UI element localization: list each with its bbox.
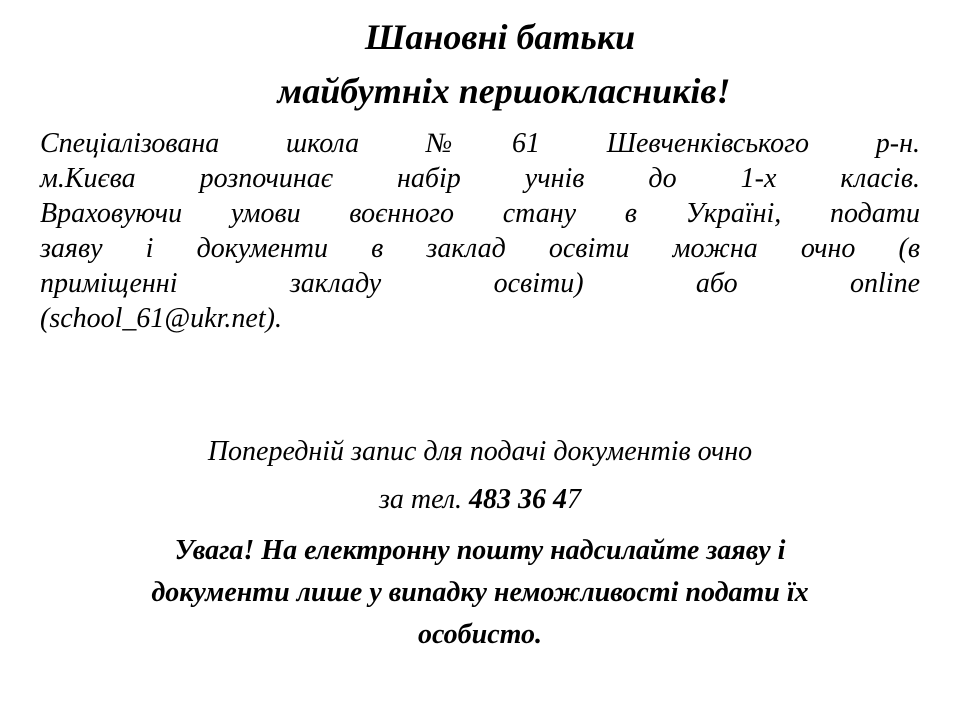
page-title-line-2: майбутніх першокласників!	[277, 71, 731, 111]
intro-line: м.Києва розпочинає набір учнів до 1-х класів.	[40, 163, 920, 194]
appointment-text: Попередній запис для подачі документів очно	[207, 436, 753, 467]
page-title: Шановні батьки	[364, 17, 636, 57]
warning-line: особисто.	[417, 619, 543, 650]
intro-line: Враховуючи умови воєнного стану в Україні, подати	[40, 198, 920, 229]
phone-line	[0, 482, 960, 518]
phone-prefix: за тел.	[378, 484, 470, 515]
intro-line: приміщенні закладу освіти) або online	[40, 268, 920, 299]
warning-line: Увага! На електронну пошту надсилайте заяву і	[174, 535, 786, 566]
intro-paragraph	[40, 126, 920, 336]
warning-line: документи лише у випадку неможливості подати їх	[151, 577, 809, 608]
warning-notice	[30, 530, 930, 656]
intro-line-email: (school_61@ukr.net).	[40, 303, 282, 334]
phone-number: 483 36 4	[469, 484, 568, 515]
intro-line: Спеціалізована школа №61 Шевченківського р-н.	[40, 128, 920, 159]
intro-line: заяву і документи в заклад освіти можна очно (в	[40, 233, 920, 264]
phone-suffix: 7	[567, 484, 582, 515]
